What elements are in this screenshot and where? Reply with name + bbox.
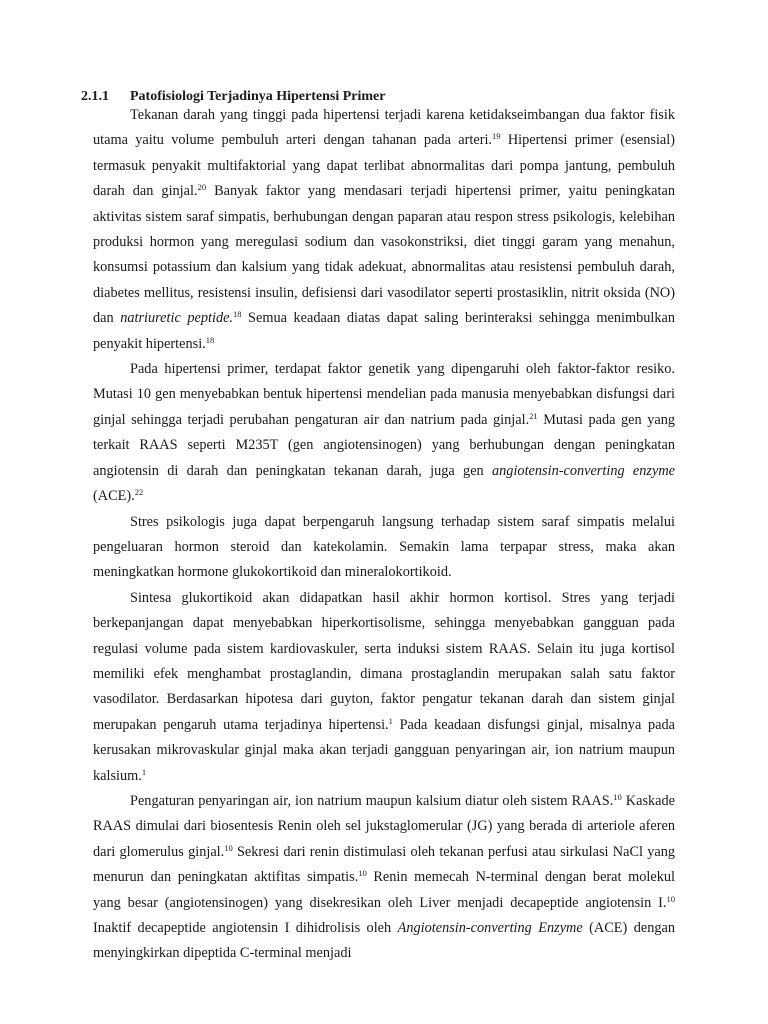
footnote-reference: 18 xyxy=(205,334,215,345)
text-run: Pada hipertensi primer, terdapat faktor genetik yang dipengaruhi oleh faktor-faktor resiko. Mutasi 10 gen menyebabkan bentuk hipertensi mendelian pada manusia menyebabkan disfungsi dari ginjal sehingga terjadi perubahan pengaturan air dan natrium pada ginjal. xyxy=(93,361,675,428)
paragraph xyxy=(93,510,675,586)
text-run: Hipertensi primer (esensial) termasuk penyakit multifaktorial yang dapat terlibat abnormalitas dari pompa jantung, pembuluh darah dan ginjal. xyxy=(93,132,675,200)
text-run: Renin memecah N-terminal dengan berat molekul yang besar (angiotensinogen) yang disekresikan oleh Liver menjadi decapeptide angiotensin I. xyxy=(93,869,675,911)
text-run: (ACE) dengan menyingkirkan dipeptida C-terminal menjadi xyxy=(93,920,675,962)
paragraph xyxy=(93,103,675,357)
text-run: (ACE). xyxy=(93,488,135,505)
footnote-reference: 21 xyxy=(529,410,538,421)
footnote-reference: 10 xyxy=(613,791,622,802)
text-run: Sekresi dari renin distimulasi oleh tekanan perfusi atau sirkulasi NaCl yang menurun dan peningkatan aktifitas simpatis. xyxy=(93,843,675,886)
text-run: Mutasi pada gen yang terkait RAAS seperti M235T (gen angiotensinogen) yang berhubungan dengan peningkatan angiotensin di darah dan peningkatan tekanan darah, juga gen xyxy=(93,411,675,479)
text-run: Stres psikologis juga dapat berpengaruh langsung terhadap sistem saraf simpatis melalui pengeluaran hormon steroid dan katekolamin. Semakin lama terpapar stress, maka akan meningkatkan hormone glukokortikoid dan mineralokortikoid. xyxy=(93,513,675,581)
footnote-reference: 19 xyxy=(492,131,501,142)
text-run: Tekanan darah yang tinggi pada hipertensi terjadi karena ketidakseimbangan dua faktor fisik utama yaitu volume pembuluh arteri dengan tahanan pada arteri. xyxy=(93,107,675,149)
footnote-reference: 18 xyxy=(233,309,242,320)
footnote-reference: 20 xyxy=(197,182,207,193)
text-run: Sintesa glukortikoid akan didapatkan hasil akhir hormon kortisol. Stres yang terjadi berkepanjangan dapat menyebabkan hiperkortisolisme, sehingga menyebabkan gangguan pada regulasi volume pada sistem kardiovaskuler, serta induksi sistem RAAS. Selain itu juga kortisol memiliki efek menghambat prostaglandin, dimana prostaglandin merupakan salah satu faktor vasodilator. Berdasarkan hipotesa dari guyton, faktor pengatur tekanan darah dan sistem ginjal merupakan pengaruh utama terjadinya hipertensi. xyxy=(93,589,675,733)
footnote-reference: 1 xyxy=(141,766,147,777)
paragraph xyxy=(93,586,675,789)
section-title: Patofisiologi Terjadinya Hipertensi Primer xyxy=(130,89,386,104)
footnote-reference: 10 xyxy=(224,842,233,853)
italic-term: Angiotensin-converting Enzyme xyxy=(397,920,583,936)
paragraph xyxy=(93,357,675,509)
text-run: Banyak faktor yang mendasari terjadi hipertensi primer, yaitu peningkatan aktivitas sistem saraf simpatis, berhubungan dengan paparan atau respon stress psikologis, kelebihan produksi hormon yang meregulasi sodium dan vasokonstriksi, diet tinggi garam yang menahun, konsumsi potassium dan kalsium yang tidak adekuat, abnormalitas atau resistensi pembuluh darah, diabetes mellitus, resistensi insulin, defisiensi dari vasodilator seperti prostasiklin, nitrit oksida (NO) dan xyxy=(93,183,675,327)
text-run: Kaskade RAAS dimulai dari biosentesis Renin oleh sel jukstaglomerular (JG) yang berada di arteriole aferen dari glomerulus ginjal. xyxy=(93,792,676,860)
footnote-reference: 10 xyxy=(358,868,367,879)
italic-term: natriuretic peptide. xyxy=(120,310,234,327)
text-run: Inaktif decapeptide angiotensin I dihidrolisis oleh xyxy=(93,920,398,936)
footnote-reference: 22 xyxy=(134,487,144,498)
section-number: 2.1.1 xyxy=(81,89,109,104)
footnote-reference: 1 xyxy=(388,715,393,726)
body-text xyxy=(93,103,675,967)
text-run: Pengaturan penyaringan air, ion natrium maupun kalsium diatur oleh sistem RAAS. xyxy=(130,792,614,809)
text-run: Pada keadaan disfungsi ginjal, misalnya pada kerusakan mikrovaskular ginjal maka akan terjadi gangguan penyaringan air, ion natrium maupun kalsium. xyxy=(93,716,675,784)
footnote-reference: 10 xyxy=(666,893,675,904)
italic-term: angiotensin-converting enzyme xyxy=(492,462,675,479)
paragraph xyxy=(93,789,675,967)
text-run: Semua keadaan diatas dapat saling berinteraksi sehingga menimbulkan penyakit hipertensi. xyxy=(93,310,675,352)
